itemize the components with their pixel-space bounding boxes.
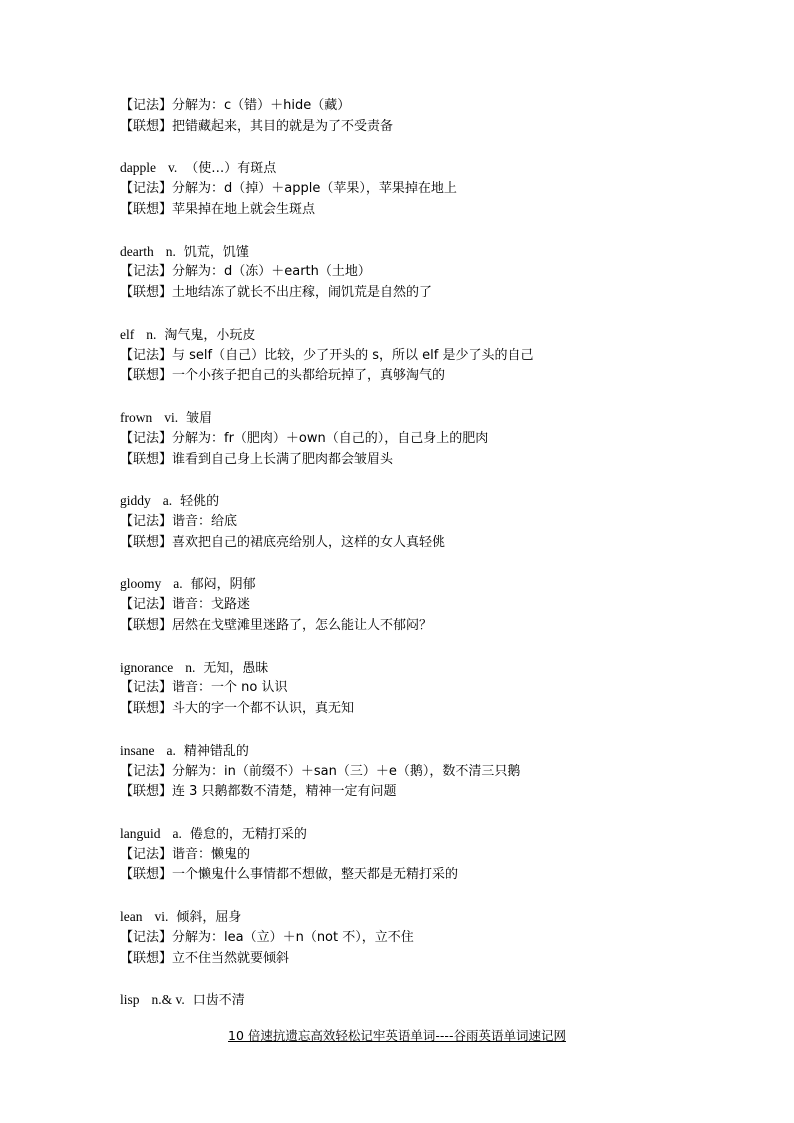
blank-line <box>120 969 740 990</box>
entry-meaning: 轻佻的 <box>180 494 220 510</box>
blank-line <box>120 387 740 408</box>
entry-headword-line <box>120 658 740 679</box>
part-of-speech: v. <box>168 160 178 176</box>
part-of-speech: vi. <box>164 409 179 425</box>
mnemonic-line: 【记法】分解为：lea（立）＋n（not 不），立不住 <box>120 929 414 945</box>
entry-meaning: 饥荒，饥馑 <box>183 244 249 260</box>
entry-headword-line <box>120 408 740 429</box>
blank-line <box>120 470 740 491</box>
mnemonic-line: 【记法】谐音：一个 no 认识 <box>120 680 288 696</box>
entry-headword-line <box>120 574 740 595</box>
blank-line <box>120 886 740 907</box>
mnemonic-line: 【记法】谐音：懒鬼的 <box>120 846 251 862</box>
entry-headword-line <box>120 741 740 762</box>
entry-meaning: 倾斜，屈身 <box>176 910 242 926</box>
entry-headword-line <box>120 158 740 179</box>
mnemonic-line: 【记法】分解为：d（冻）＋earth（土地） <box>120 264 371 280</box>
mnemonic-line: 【记法】分解为：d（掉）＋apple（苹果），苹果掉在地上 <box>120 181 457 197</box>
mnemonic-line: 【记法】分解为：fr（肥肉）＋own（自己的），自己身上的肥肉 <box>120 430 489 446</box>
entry-meaning: 皱眉 <box>186 410 213 426</box>
part-of-speech: a. <box>162 493 173 509</box>
blank-line <box>120 138 740 159</box>
mnemonic-line: 【记法】分解为：in（前缀不）＋san（三）＋e（鹅），数不清三只鹅 <box>120 763 521 779</box>
mnemonic-line: 【联想】居然在戈壁滩里迷路了，怎么能让人不郁闷？ <box>120 617 433 633</box>
part-of-speech: vi. <box>154 909 169 925</box>
mnemonic-line: 【联想】把错藏起来，其目的就是为了不受责备 <box>120 118 394 134</box>
mnemonic-line: 【联想】一个小孩子把自己的头都给玩掉了，真够淘气的 <box>120 368 446 384</box>
entry-meaning: 淘气鬼，小玩皮 <box>164 327 256 343</box>
mnemonic-line: 【联想】连 3 只鹅都数不清楚，精神一定有问题 <box>120 784 397 800</box>
blank-line <box>120 637 740 658</box>
part-of-speech: a. <box>173 576 183 592</box>
entry-headword-line <box>120 990 740 1011</box>
entry-word: ignorance <box>120 659 174 675</box>
blank-line <box>120 304 740 325</box>
mnemonic-line: 【记法】谐音：戈路迷 <box>120 597 251 613</box>
entry-word: languid <box>120 825 161 841</box>
part-of-speech: n. <box>146 326 157 342</box>
part-of-speech: a. <box>166 742 176 758</box>
entry-meaning: 郁闷，阴郁 <box>190 577 256 593</box>
mnemonic-line: 【联想】斗大的字一个都不认识，真无知 <box>120 701 355 717</box>
part-of-speech: n. <box>165 243 176 259</box>
entry-headword-line <box>120 491 740 512</box>
part-of-speech: n.& v. <box>151 992 185 1008</box>
entry-word: insane <box>120 742 155 758</box>
mnemonic-line: 【联想】苹果掉在地上就会生斑点 <box>120 201 316 217</box>
entry-meaning: （使…）有斑点 <box>185 161 277 177</box>
mnemonic-line: 【记法】与 self（自己）比较，少了开头的 s，所以 elf 是少了头的自己 <box>120 347 534 363</box>
blank-line <box>120 554 740 575</box>
mnemonic-line: 【联想】立不住当然就要倾斜 <box>120 950 290 966</box>
part-of-speech: a. <box>172 825 182 841</box>
mnemonic-line: 【联想】一个懒鬼什么事情都不想做，整天都是无精打采的 <box>120 867 459 883</box>
entry-meaning: 无知，愚昧 <box>203 660 269 676</box>
entry-meaning: 口齿不清 <box>192 993 245 1009</box>
entry-meaning: 精神错乱的 <box>183 743 249 759</box>
mnemonic-line: 【联想】土地结冻了就长不出庄稼，闹饥荒是自然的了 <box>120 285 433 301</box>
entry-word: dearth <box>120 243 154 259</box>
word-list <box>120 96 740 1011</box>
mnemonic-line: 【记法】分解为：c（错）＋hide（藏） <box>120 98 351 113</box>
entry-word: giddy <box>120 493 151 509</box>
blank-line <box>120 221 740 242</box>
entry-headword-line <box>120 325 740 346</box>
entry-headword-line <box>120 907 740 928</box>
mnemonic-line: 【联想】喜欢把自己的裙底亮给别人，这样的女人真轻佻 <box>120 534 446 550</box>
entry-headword-line <box>120 824 740 845</box>
entry-word: gloomy <box>120 576 162 592</box>
mnemonic-line: 【记法】谐音：给底 <box>120 513 238 529</box>
entry-word: frown <box>120 409 153 425</box>
entry-meaning: 倦怠的，无精打采的 <box>189 826 307 842</box>
entry-word: lisp <box>120 992 140 1008</box>
mnemonic-line: 【联想】谁看到自己身上长满了肥肉都会皱眉头 <box>120 451 394 467</box>
entry-word: elf <box>120 326 135 342</box>
blank-line <box>120 720 740 741</box>
entry-word: lean <box>120 909 143 925</box>
part-of-speech: n. <box>185 659 196 675</box>
entry-headword-line <box>120 242 740 263</box>
entry-word: dapple <box>120 160 156 176</box>
blank-line <box>120 803 740 824</box>
footer-link[interactable]: 10 倍速抗遗忘高效轻松记牢英语单词----谷雨英语单词速记网 <box>228 1028 566 1043</box>
